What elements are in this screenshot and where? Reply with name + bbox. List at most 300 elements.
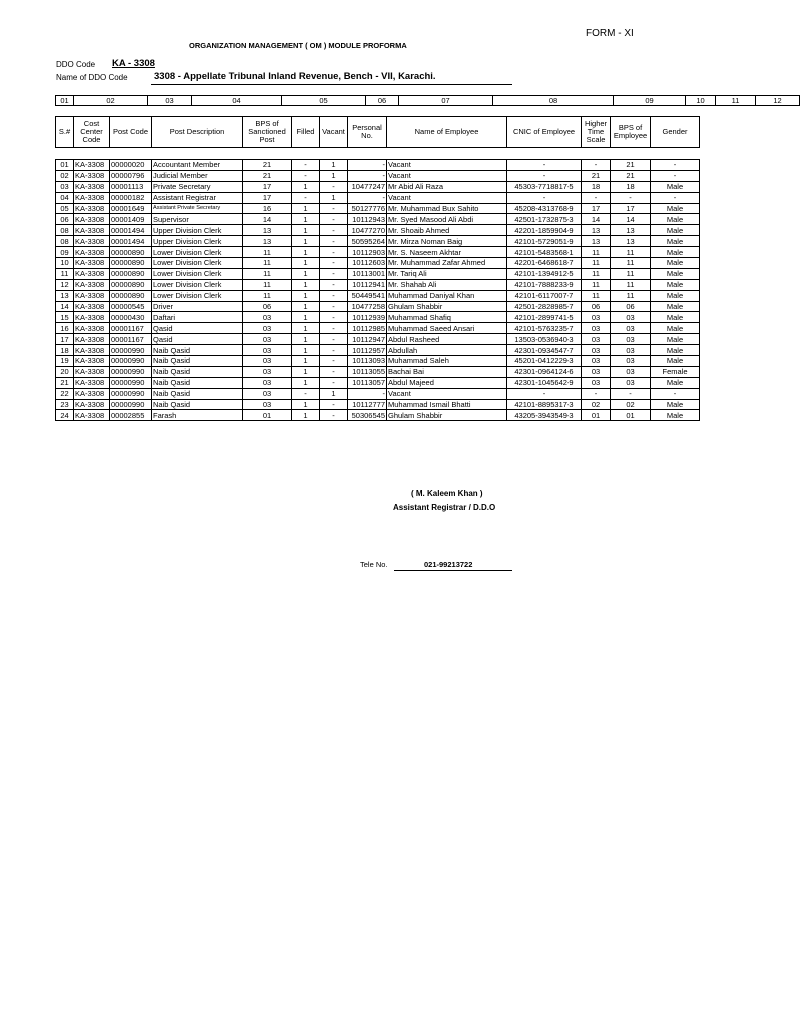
cell-cost-center: KA-3308 — [74, 192, 110, 203]
table-body — [56, 160, 700, 421]
cell-bps-employee: 11 — [611, 279, 651, 290]
cell-higher-time-scale: 18 — [582, 181, 611, 192]
cell-gender: Male — [651, 345, 700, 356]
cell-post-code: 00001649 — [110, 203, 152, 214]
cell-cost-center: KA-3308 — [74, 323, 110, 334]
cell-cost-center: KA-3308 — [74, 388, 110, 399]
cell-filled: 1 — [292, 377, 320, 388]
cell-cnic: - — [507, 192, 582, 203]
tele-underline — [394, 570, 512, 571]
cell-bps-sanctioned: 11 — [243, 279, 292, 290]
cell-personal-no: 10112947 — [348, 334, 387, 345]
cell-vacant: 1 — [320, 160, 348, 171]
cell-bps-employee: 11 — [611, 247, 651, 258]
cell-bps-sanctioned: 11 — [243, 258, 292, 269]
cell-higher-time-scale: - — [582, 192, 611, 203]
cell-employee-name: Mr. Tariq Ali — [387, 268, 507, 279]
cell-post-description: Naib Qasid — [152, 366, 243, 377]
cell-bps-sanctioned: 03 — [243, 356, 292, 367]
cell-post-description: Lower Division Clerk — [152, 258, 243, 269]
cell-higher-time-scale: 11 — [582, 258, 611, 269]
cell-vacant: - — [320, 377, 348, 388]
cell-sno: 02 — [56, 170, 74, 181]
cell-higher-time-scale: - — [582, 160, 611, 171]
column-number: 02 — [74, 96, 148, 106]
cell-gender: Female — [651, 366, 700, 377]
cell-gender: Male — [651, 399, 700, 410]
cell-employee-name: Mr Abid Ali Raza — [387, 181, 507, 192]
cell-cnic: 42201-6468618-7 — [507, 258, 582, 269]
cell-personal-no: 10112957 — [348, 345, 387, 356]
ddo-name-label: Name of DDO Code — [56, 73, 128, 82]
ddo-code-value: KA - 3308 — [112, 58, 155, 69]
cell-sno: 10 — [56, 258, 74, 269]
cell-cost-center: KA-3308 — [74, 236, 110, 247]
cell-higher-time-scale: 13 — [582, 225, 611, 236]
cell-bps-employee: 13 — [611, 236, 651, 247]
cell-gender: Male — [651, 236, 700, 247]
column-number: 01 — [56, 96, 74, 106]
cell-bps-employee: 03 — [611, 377, 651, 388]
cell-higher-time-scale: 03 — [582, 323, 611, 334]
cell-cost-center: KA-3308 — [74, 399, 110, 410]
cell-filled: 1 — [292, 301, 320, 312]
cell-post-description: Lower Division Clerk — [152, 268, 243, 279]
header-bps-sanctioned: BPS of Sanctioned Post — [243, 117, 292, 148]
cell-vacant: - — [320, 268, 348, 279]
cell-personal-no: 10112985 — [348, 323, 387, 334]
cell-cnic: 42101-5763235-7 — [507, 323, 582, 334]
cell-post-description: Upper Division Clerk — [152, 225, 243, 236]
cell-employee-name: Muhammad Ismail Bhatti — [387, 399, 507, 410]
table-row — [56, 410, 700, 421]
cell-bps-sanctioned: 03 — [243, 334, 292, 345]
cell-vacant: - — [320, 323, 348, 334]
cell-employee-name: Muhammad Shafiq — [387, 312, 507, 323]
cell-vacant: - — [320, 312, 348, 323]
cell-higher-time-scale: 11 — [582, 268, 611, 279]
cell-higher-time-scale: 03 — [582, 345, 611, 356]
cell-bps-employee: 03 — [611, 334, 651, 345]
cell-filled: 1 — [292, 399, 320, 410]
cell-employee-name: Vacant — [387, 388, 507, 399]
cell-employee-name: Mr. Shahab Ali — [387, 279, 507, 290]
cell-gender: - — [651, 388, 700, 399]
header-employee-name: Name of Employee — [387, 117, 507, 148]
cell-employee-name: Mr. Muhammad Zafar Ahmed — [387, 258, 507, 269]
cell-cnic: 43205-3943549-3 — [507, 410, 582, 421]
cell-filled: 1 — [292, 181, 320, 192]
cell-cnic: 42501-2828985-7 — [507, 301, 582, 312]
cell-employee-name: Mr. Syed Masood Ali Abdi — [387, 214, 507, 225]
cell-cost-center: KA-3308 — [74, 279, 110, 290]
cell-filled: 1 — [292, 290, 320, 301]
cell-vacant: - — [320, 236, 348, 247]
table-row — [56, 192, 700, 203]
cell-post-code: 00000890 — [110, 247, 152, 258]
cell-post-code: 00000545 — [110, 301, 152, 312]
cell-bps-employee: 03 — [611, 356, 651, 367]
cell-employee-name: Vacant — [387, 192, 507, 203]
cell-filled: - — [292, 192, 320, 203]
cell-filled: 1 — [292, 410, 320, 421]
ddo-code-label: DDO Code — [56, 60, 96, 69]
cell-higher-time-scale: 03 — [582, 356, 611, 367]
table-row — [56, 236, 700, 247]
table-row — [56, 214, 700, 225]
cell-vacant: 1 — [320, 192, 348, 203]
cell-higher-time-scale: 17 — [582, 203, 611, 214]
cell-post-code: 00000182 — [110, 192, 152, 203]
cell-bps-sanctioned: 11 — [243, 268, 292, 279]
cell-cnic: 45208-4313768-9 — [507, 203, 582, 214]
cell-personal-no: 10112939 — [348, 312, 387, 323]
cell-higher-time-scale: 03 — [582, 366, 611, 377]
cell-post-description: Judicial Member — [152, 170, 243, 181]
cell-bps-employee: 11 — [611, 258, 651, 269]
cell-bps-sanctioned: 03 — [243, 388, 292, 399]
cell-bps-employee: - — [611, 192, 651, 203]
cell-bps-employee: 03 — [611, 345, 651, 356]
cell-post-code: 00000890 — [110, 258, 152, 269]
cell-sno: 22 — [56, 388, 74, 399]
cell-higher-time-scale: 11 — [582, 247, 611, 258]
header-bps-employee: BPS of Employee — [611, 117, 651, 148]
cell-employee-name: Muhammad Saeed Ansari — [387, 323, 507, 334]
cell-vacant: - — [320, 214, 348, 225]
cell-personal-no: 50595264 — [348, 236, 387, 247]
cell-post-description: Qasid — [152, 334, 243, 345]
cell-bps-employee: 21 — [611, 160, 651, 171]
cell-cnic: 42101-6117007-7 — [507, 290, 582, 301]
cell-sno: 20 — [56, 366, 74, 377]
cell-cost-center: KA-3308 — [74, 170, 110, 181]
cell-gender: Male — [651, 214, 700, 225]
cell-vacant: - — [320, 399, 348, 410]
cell-gender: Male — [651, 268, 700, 279]
cell-cnic: - — [507, 160, 582, 171]
cell-personal-no: 10112941 — [348, 279, 387, 290]
cell-bps-sanctioned: 01 — [243, 410, 292, 421]
cell-employee-name: Vacant — [387, 170, 507, 181]
cell-post-code: 00000796 — [110, 170, 152, 181]
cell-vacant: - — [320, 290, 348, 301]
cell-sno: 08 — [56, 225, 74, 236]
table-row — [56, 247, 700, 258]
cell-post-description: Farash — [152, 410, 243, 421]
cell-sno: 18 — [56, 345, 74, 356]
column-number: 09 — [614, 96, 686, 106]
cell-vacant: - — [320, 345, 348, 356]
cell-cnic: 42301-0934547-7 — [507, 345, 582, 356]
ddo-name-value: 3308 - Appellate Tribunal Inland Revenue, Bench - VII, Karachi. — [154, 71, 436, 82]
cell-bps-employee: 01 — [611, 410, 651, 421]
cell-post-code: 00001494 — [110, 225, 152, 236]
cell-employee-name: Mr. Muhammad Bux Sahito — [387, 203, 507, 214]
cell-sno: 12 — [56, 279, 74, 290]
cell-gender: - — [651, 160, 700, 171]
column-number: 04 — [192, 96, 282, 106]
page-title: ORGANIZATION MANAGEMENT ( OM ) MODULE PROFORMA — [189, 41, 407, 50]
cell-post-code: 00000990 — [110, 377, 152, 388]
cell-higher-time-scale: 03 — [582, 334, 611, 345]
header-vacant: Vacant — [320, 117, 348, 148]
cell-post-code: 00000430 — [110, 312, 152, 323]
cell-post-description: Naib Qasid — [152, 399, 243, 410]
cell-employee-name: Ghulam Shabbir — [387, 410, 507, 421]
cell-employee-name: Abdul Majeed — [387, 377, 507, 388]
table-row — [56, 345, 700, 356]
cell-cnic: 13503-0536940-3 — [507, 334, 582, 345]
cell-sno: 09 — [56, 247, 74, 258]
header-sno: S.# — [56, 117, 74, 148]
cell-cnic: 42101-8895317-3 — [507, 399, 582, 410]
cell-bps-employee: 11 — [611, 268, 651, 279]
cell-filled: 1 — [292, 214, 320, 225]
cell-post-description: Driver — [152, 301, 243, 312]
cell-post-code: 00002855 — [110, 410, 152, 421]
cell-cost-center: KA-3308 — [74, 203, 110, 214]
cell-filled: - — [292, 160, 320, 171]
cell-gender: Male — [651, 410, 700, 421]
cell-post-code: 00000990 — [110, 345, 152, 356]
cell-filled: 1 — [292, 312, 320, 323]
cell-filled: 1 — [292, 279, 320, 290]
cell-sno: 21 — [56, 377, 74, 388]
cell-cost-center: KA-3308 — [74, 160, 110, 171]
cell-filled: 1 — [292, 323, 320, 334]
cell-employee-name: Muhammad Daniyal Khan — [387, 290, 507, 301]
cell-higher-time-scale: 03 — [582, 312, 611, 323]
cell-sno: 03 — [56, 181, 74, 192]
cell-post-code: 00001113 — [110, 181, 152, 192]
cell-post-description: Lower Division Clerk — [152, 290, 243, 301]
cell-vacant: - — [320, 203, 348, 214]
form-number: FORM - XI — [586, 28, 634, 39]
table-row — [56, 268, 700, 279]
cell-personal-no: 10112943 — [348, 214, 387, 225]
cell-post-code: 00000990 — [110, 399, 152, 410]
cell-gender: Male — [651, 334, 700, 345]
cell-bps-sanctioned: 17 — [243, 181, 292, 192]
header-personal-no: Personal No. — [348, 117, 387, 148]
cell-gender: - — [651, 170, 700, 181]
cell-personal-no: 50127776 — [348, 203, 387, 214]
cell-sno: 08 — [56, 236, 74, 247]
cell-vacant: - — [320, 366, 348, 377]
cell-post-code: 00000990 — [110, 356, 152, 367]
cell-gender: Male — [651, 225, 700, 236]
cell-bps-sanctioned: 14 — [243, 214, 292, 225]
cell-bps-sanctioned: 03 — [243, 366, 292, 377]
cell-vacant: 1 — [320, 170, 348, 181]
cell-higher-time-scale: 21 — [582, 170, 611, 181]
cell-bps-employee: 03 — [611, 366, 651, 377]
column-number: 10 — [686, 96, 716, 106]
cell-sno: 16 — [56, 323, 74, 334]
cell-personal-no: 10112903 — [348, 247, 387, 258]
cell-higher-time-scale: 03 — [582, 377, 611, 388]
cell-bps-employee: 14 — [611, 214, 651, 225]
cell-filled: 1 — [292, 268, 320, 279]
cell-bps-sanctioned: 03 — [243, 345, 292, 356]
cell-filled: 1 — [292, 236, 320, 247]
cell-higher-time-scale: - — [582, 388, 611, 399]
cell-employee-name: Ghulam Shabbir — [387, 301, 507, 312]
cell-cost-center: KA-3308 — [74, 345, 110, 356]
cell-bps-employee: 02 — [611, 399, 651, 410]
table-row — [56, 334, 700, 345]
cell-bps-sanctioned: 17 — [243, 192, 292, 203]
cell-gender: Male — [651, 181, 700, 192]
cell-cost-center: KA-3308 — [74, 312, 110, 323]
tele-value: 021-99213722 — [424, 560, 473, 569]
cell-personal-no: - — [348, 160, 387, 171]
cell-cnic: 45303-7718817-5 — [507, 181, 582, 192]
cell-higher-time-scale: 13 — [582, 236, 611, 247]
cell-post-code: 00001409 — [110, 214, 152, 225]
cell-post-description: Assistant Private Secretary — [152, 203, 243, 214]
cell-bps-employee: 11 — [611, 290, 651, 301]
cell-employee-name: Abdullah — [387, 345, 507, 356]
cell-sno: 13 — [56, 290, 74, 301]
cell-employee-name: Abdul Rasheed — [387, 334, 507, 345]
cell-cost-center: KA-3308 — [74, 225, 110, 236]
cell-cnic: 42101-5483568-1 — [507, 247, 582, 258]
cell-employee-name: Vacant — [387, 160, 507, 171]
cell-cost-center: KA-3308 — [74, 356, 110, 367]
cell-cnic: - — [507, 170, 582, 181]
table-row — [56, 323, 700, 334]
cell-bps-employee: 13 — [611, 225, 651, 236]
cell-gender: Male — [651, 247, 700, 258]
cell-gender: Male — [651, 203, 700, 214]
cell-post-description: Naib Qasid — [152, 388, 243, 399]
cell-gender: Male — [651, 301, 700, 312]
cell-bps-sanctioned: 03 — [243, 399, 292, 410]
column-number: 11 — [716, 96, 756, 106]
cell-post-description: Lower Division Clerk — [152, 247, 243, 258]
header-cnic: CNIC of Employee — [507, 117, 582, 148]
table-row — [56, 181, 700, 192]
cell-filled: 1 — [292, 356, 320, 367]
cell-post-code: 00000890 — [110, 279, 152, 290]
cell-post-description: Naib Qasid — [152, 377, 243, 388]
cell-sno: 01 — [56, 160, 74, 171]
cell-bps-employee: 03 — [611, 323, 651, 334]
cell-sno: 11 — [56, 268, 74, 279]
table-row — [56, 279, 700, 290]
cell-bps-sanctioned: 21 — [243, 160, 292, 171]
cell-bps-sanctioned: 13 — [243, 225, 292, 236]
cell-cost-center: KA-3308 — [74, 301, 110, 312]
cell-vacant: - — [320, 225, 348, 236]
employee-table — [55, 159, 700, 421]
table-row — [56, 203, 700, 214]
ddo-name-underline — [151, 84, 512, 85]
cell-cnic: - — [507, 388, 582, 399]
cell-employee-name: Mr. Shoaib Ahmed — [387, 225, 507, 236]
cell-post-description: Assistant Registrar — [152, 192, 243, 203]
cell-post-description: Private Secretary — [152, 181, 243, 192]
cell-personal-no: 10112777 — [348, 399, 387, 410]
cell-sno: 24 — [56, 410, 74, 421]
cell-bps-employee: - — [611, 388, 651, 399]
cell-post-description: Lower Division Clerk — [152, 279, 243, 290]
cell-bps-employee: 18 — [611, 181, 651, 192]
cell-sno: 23 — [56, 399, 74, 410]
cell-filled: 1 — [292, 225, 320, 236]
cell-cnic: 42301-0964124-6 — [507, 366, 582, 377]
cell-bps-sanctioned: 03 — [243, 323, 292, 334]
table-row — [56, 388, 700, 399]
cell-post-description: Upper Division Clerk — [152, 236, 243, 247]
cell-cnic: 42101-2899741-5 — [507, 312, 582, 323]
cell-personal-no: 10477247 — [348, 181, 387, 192]
cell-post-description: Daftari — [152, 312, 243, 323]
cell-vacant: - — [320, 410, 348, 421]
cell-cost-center: KA-3308 — [74, 334, 110, 345]
column-number-strip — [55, 95, 800, 106]
cell-filled: 1 — [292, 334, 320, 345]
cell-vacant: - — [320, 301, 348, 312]
cell-employee-name: Mr. S. Naseem Akhtar — [387, 247, 507, 258]
cell-post-code: 00000890 — [110, 268, 152, 279]
cell-cost-center: KA-3308 — [74, 258, 110, 269]
cell-personal-no: 10477270 — [348, 225, 387, 236]
cell-post-code: 00001167 — [110, 334, 152, 345]
signatory-name: ( M. Kaleem Khan ) — [411, 489, 483, 498]
cell-higher-time-scale: 11 — [582, 279, 611, 290]
header-post-description: Post Description — [152, 117, 243, 148]
cell-higher-time-scale: 01 — [582, 410, 611, 421]
cell-bps-sanctioned: 03 — [243, 377, 292, 388]
cell-cost-center: KA-3308 — [74, 366, 110, 377]
cell-vacant: - — [320, 247, 348, 258]
header-higher-time-scale: Higher Time Scale — [582, 117, 611, 148]
cell-vacant: - — [320, 279, 348, 290]
cell-sno: 19 — [56, 356, 74, 367]
table-row — [56, 356, 700, 367]
column-number: 07 — [399, 96, 493, 106]
cell-filled: 1 — [292, 247, 320, 258]
cell-cost-center: KA-3308 — [74, 247, 110, 258]
cell-bps-sanctioned: 13 — [243, 236, 292, 247]
cell-post-description: Naib Qasid — [152, 356, 243, 367]
cell-personal-no: 10113093 — [348, 356, 387, 367]
cell-vacant: - — [320, 258, 348, 269]
cell-post-code: 00001167 — [110, 323, 152, 334]
cell-sno: 06 — [56, 214, 74, 225]
cell-sno: 15 — [56, 312, 74, 323]
header-filled: Filled — [292, 117, 320, 148]
cell-personal-no: - — [348, 192, 387, 203]
cell-bps-sanctioned: 21 — [243, 170, 292, 181]
tele-label: Tele No. — [360, 560, 388, 569]
cell-vacant: - — [320, 356, 348, 367]
table-row — [56, 170, 700, 181]
cell-post-code: 00000990 — [110, 366, 152, 377]
cell-higher-time-scale: 06 — [582, 301, 611, 312]
cell-cost-center: KA-3308 — [74, 377, 110, 388]
cell-filled: 1 — [292, 366, 320, 377]
cell-cnic: 42501-1732875-3 — [507, 214, 582, 225]
cell-sno: 17 — [56, 334, 74, 345]
cell-gender: Male — [651, 312, 700, 323]
cell-vacant: - — [320, 334, 348, 345]
cell-gender: Male — [651, 356, 700, 367]
cell-sno: 05 — [56, 203, 74, 214]
